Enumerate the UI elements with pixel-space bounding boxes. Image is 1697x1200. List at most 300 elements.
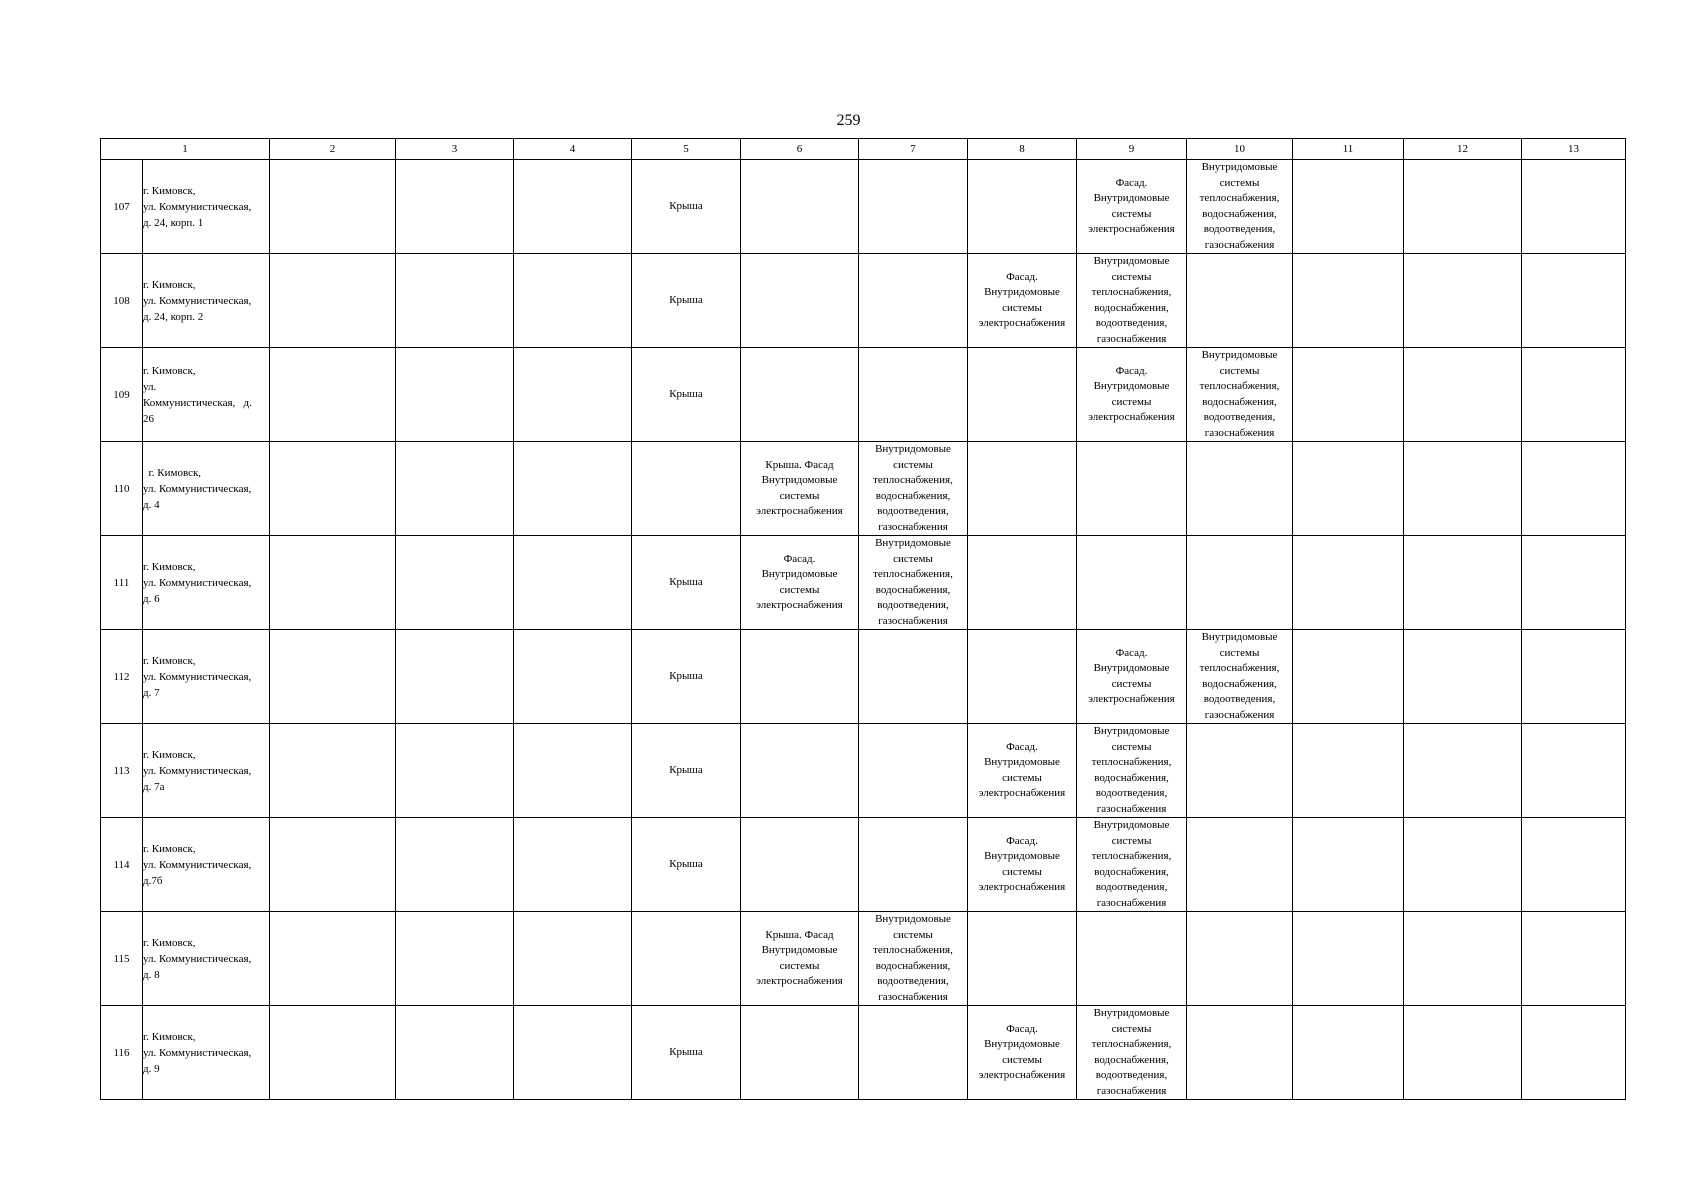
work-cell-col-5 <box>632 348 741 442</box>
address-cell <box>143 724 270 818</box>
work-cell-col-6 <box>741 1006 859 1100</box>
work-cell-col-2 <box>270 912 396 1006</box>
work-text: Крыша <box>669 387 703 400</box>
work-cell-col-2 <box>270 630 396 724</box>
work-text: электроснабжения <box>978 1069 1066 1081</box>
work-text: Внутридомовые <box>761 568 838 580</box>
table-row <box>101 536 1626 630</box>
work-cell-col-8 <box>968 818 1077 912</box>
work-cell-col-13 <box>1522 818 1626 912</box>
column-header: 6 <box>741 139 859 160</box>
work-text: теплоснабжения, <box>873 474 953 486</box>
work-cell-col-3 <box>396 912 514 1006</box>
address-line: ул. Коммунистическая, <box>143 1046 252 1059</box>
work-cell-col-7 <box>859 160 968 254</box>
work-text: Внутридомовые <box>984 286 1060 298</box>
work-cell-col-6 <box>741 912 859 1006</box>
work-cell-col-10 <box>1187 630 1293 724</box>
column-header: 10 <box>1187 139 1293 160</box>
address-cell <box>143 442 270 536</box>
work-cell-col-9 <box>1077 724 1187 818</box>
address-line: д. 6 <box>143 592 160 605</box>
work-text: водоснабжения, <box>1202 677 1277 690</box>
work-text: Крыша <box>669 669 703 682</box>
work-cell-col-12 <box>1404 818 1522 912</box>
work-text: водоснабжения, <box>1202 395 1277 408</box>
address-line: д. 24, корп. 2 <box>143 310 204 323</box>
repair-schedule-table <box>100 138 1626 1100</box>
work-cell-col-11 <box>1293 348 1404 442</box>
column-header: 12 <box>1404 139 1522 160</box>
work-cell-col-10 <box>1187 442 1293 536</box>
address-line: г. Кимовск, <box>143 278 196 291</box>
work-cell-col-10 <box>1187 818 1293 912</box>
work-text: системы <box>1111 270 1152 283</box>
address-cell <box>143 160 270 254</box>
work-text: электроснабжения <box>1088 411 1175 423</box>
work-cell-col-12 <box>1404 724 1522 818</box>
work-cell-col-4 <box>514 724 632 818</box>
column-header: 9 <box>1077 139 1187 160</box>
table-row <box>101 818 1626 912</box>
work-cell-col-3 <box>396 1006 514 1100</box>
work-text: Внутридомовые <box>1093 662 1170 674</box>
table-row <box>101 160 1626 254</box>
page-number: 259 <box>836 112 861 129</box>
work-text: Внутридомовые <box>1093 380 1170 392</box>
work-text: Крыша <box>669 199 703 212</box>
work-cell-col-6 <box>741 160 859 254</box>
work-cell-col-8 <box>968 254 1077 348</box>
work-cell-col-11 <box>1293 160 1404 254</box>
address-line: Коммунистическая, д. <box>143 396 252 409</box>
address-cell <box>143 818 270 912</box>
work-text: электроснабжения <box>1088 223 1175 235</box>
work-cell-col-6 <box>741 724 859 818</box>
work-cell-col-9 <box>1077 348 1187 442</box>
address-line: д. 9 <box>143 1062 160 1075</box>
work-cell-col-2 <box>270 536 396 630</box>
work-text: Внутридомовые <box>984 1038 1060 1050</box>
work-text: системы <box>1002 1053 1042 1066</box>
work-text: водоотведения, <box>1203 411 1276 423</box>
work-cell-col-12 <box>1404 348 1522 442</box>
address-line: г. Кимовск, <box>143 466 202 479</box>
work-cell-col-7 <box>859 254 968 348</box>
work-text: газоснабжения <box>878 990 948 1003</box>
work-cell-col-8 <box>968 1006 1077 1100</box>
work-text: Крыша <box>669 857 703 870</box>
work-cell-col-3 <box>396 442 514 536</box>
address-line: ул. <box>143 380 157 393</box>
work-text: водоотведения, <box>1095 881 1168 893</box>
work-text: газоснабжения <box>1096 896 1167 909</box>
work-cell-col-3 <box>396 160 514 254</box>
work-text: газоснабжения <box>1096 332 1167 345</box>
work-cell-col-13 <box>1522 254 1626 348</box>
work-text: системы <box>1111 207 1152 220</box>
column-header: 3 <box>396 139 514 160</box>
work-text: Внутридомовые <box>875 913 951 925</box>
work-cell-col-8 <box>968 912 1077 1006</box>
work-cell-col-8 <box>968 442 1077 536</box>
work-cell-col-11 <box>1293 818 1404 912</box>
work-cell-col-2 <box>270 160 396 254</box>
work-text: системы <box>1002 865 1042 878</box>
column-number-header-row <box>101 139 1626 160</box>
work-cell-col-11 <box>1293 442 1404 536</box>
work-text: Внутридомовые <box>1093 255 1170 267</box>
work-text: водоотведения, <box>1095 787 1168 799</box>
address-cell <box>143 254 270 348</box>
work-text: водоснабжения, <box>1094 1053 1169 1066</box>
work-text: теплоснабжения, <box>1091 850 1172 862</box>
work-text: системы <box>779 959 820 972</box>
work-cell-col-4 <box>514 348 632 442</box>
work-cell-col-13 <box>1522 630 1626 724</box>
work-cell-col-10 <box>1187 912 1293 1006</box>
work-text: электроснабжения <box>756 599 843 611</box>
work-text: водоотведения, <box>1095 1069 1168 1081</box>
work-cell-col-3 <box>396 536 514 630</box>
work-text: водоснабжения, <box>875 583 951 596</box>
table-row <box>101 254 1626 348</box>
column-header: 2 <box>270 139 396 160</box>
work-text: водоотведения, <box>877 599 949 611</box>
work-text: системы <box>1111 834 1152 847</box>
work-cell-col-10 <box>1187 348 1293 442</box>
work-text: Внутридомовые <box>875 443 951 455</box>
work-cell-col-8 <box>968 536 1077 630</box>
work-cell-col-4 <box>514 442 632 536</box>
work-cell-col-13 <box>1522 1006 1626 1100</box>
row-number: 111 <box>101 536 143 630</box>
work-cell-col-5 <box>632 1006 741 1100</box>
work-text: Фасад. <box>1115 646 1148 659</box>
address-line: г. Кимовск, <box>143 1030 196 1043</box>
address-line: ул. Коммунистическая, <box>143 858 252 871</box>
work-cell-col-7 <box>859 630 968 724</box>
work-cell-col-13 <box>1522 160 1626 254</box>
work-cell-col-11 <box>1293 1006 1404 1100</box>
address-cell <box>143 348 270 442</box>
work-cell-col-8 <box>968 348 1077 442</box>
work-text: электроснабжения <box>1088 693 1175 705</box>
work-cell-col-7 <box>859 724 968 818</box>
work-cell-col-11 <box>1293 630 1404 724</box>
work-cell-col-7 <box>859 818 968 912</box>
work-text: системы <box>1002 771 1042 784</box>
work-text: водоснабжения, <box>1094 301 1169 314</box>
work-cell-col-12 <box>1404 254 1522 348</box>
work-text: газоснабжения <box>878 520 948 533</box>
work-cell-col-9 <box>1077 536 1187 630</box>
work-text: газоснабжения <box>1096 802 1167 815</box>
work-text: системы <box>779 489 820 502</box>
work-cell-col-6 <box>741 630 859 724</box>
work-cell-col-9 <box>1077 912 1187 1006</box>
column-header: 8 <box>968 139 1077 160</box>
address-line: г. Кимовск, <box>143 842 196 855</box>
work-cell-col-9 <box>1077 1006 1187 1100</box>
work-cell-col-10 <box>1187 536 1293 630</box>
column-header: 5 <box>632 139 741 160</box>
work-cell-col-4 <box>514 630 632 724</box>
address-cell <box>143 630 270 724</box>
work-text: Фасад. <box>1115 364 1148 377</box>
work-text: системы <box>1219 176 1260 189</box>
work-text: Крыша <box>669 575 703 588</box>
work-cell-col-10 <box>1187 254 1293 348</box>
address-line: д.7б <box>143 874 163 887</box>
row-number: 116 <box>101 1006 143 1100</box>
work-cell-col-13 <box>1522 724 1626 818</box>
work-text: электроснабжения <box>756 505 843 517</box>
work-cell-col-5 <box>632 536 741 630</box>
work-cell-col-8 <box>968 630 1077 724</box>
work-text: системы <box>893 928 933 941</box>
address-line: ул. Коммунистическая, <box>143 952 252 965</box>
work-text: Внутридомовые <box>1201 161 1278 173</box>
work-text: системы <box>1111 395 1152 408</box>
address-cell <box>143 1006 270 1100</box>
work-cell-col-9 <box>1077 818 1187 912</box>
address-line: д. 4 <box>143 498 160 511</box>
work-cell-col-7 <box>859 1006 968 1100</box>
work-text: Фасад. <box>1115 176 1148 189</box>
work-text: Фасад. <box>1006 834 1038 847</box>
row-number: 112 <box>101 630 143 724</box>
work-text: Фасад. <box>1006 270 1038 283</box>
work-text: теплоснабжения, <box>873 568 953 580</box>
work-text: Внутридомовые <box>1201 349 1278 361</box>
work-text: водоотведения, <box>1203 693 1276 705</box>
work-text: Крыша. Фасад <box>765 928 834 941</box>
work-cell-col-7 <box>859 348 968 442</box>
work-cell-col-12 <box>1404 912 1522 1006</box>
work-text: Крыша <box>669 293 703 306</box>
address-line: г. Кимовск, <box>143 936 196 949</box>
work-cell-col-10 <box>1187 160 1293 254</box>
address-line: д. 7а <box>143 780 165 793</box>
work-cell-col-12 <box>1404 442 1522 536</box>
work-text: газоснабжения <box>1204 238 1275 251</box>
address-line: ул. Коммунистическая, <box>143 576 252 589</box>
address-line: г. Кимовск, <box>143 364 196 377</box>
work-text: водоотведения, <box>1203 223 1276 235</box>
work-cell-col-7 <box>859 912 968 1006</box>
column-header: 7 <box>859 139 968 160</box>
address-line: г. Кимовск, <box>143 654 196 667</box>
work-cell-col-4 <box>514 160 632 254</box>
work-text: водоснабжения, <box>1094 771 1169 784</box>
work-text: теплоснабжения, <box>1091 286 1172 298</box>
work-text: водоснабжения, <box>1202 207 1277 220</box>
work-text: Внутридомовые <box>1093 1007 1170 1019</box>
work-cell-col-9 <box>1077 254 1187 348</box>
work-cell-col-3 <box>396 348 514 442</box>
work-text: системы <box>1219 364 1260 377</box>
work-cell-col-2 <box>270 348 396 442</box>
work-cell-col-12 <box>1404 160 1522 254</box>
work-text: теплоснабжения, <box>1091 1038 1172 1050</box>
work-cell-col-2 <box>270 254 396 348</box>
column-header: 4 <box>514 139 632 160</box>
column-header: 1 <box>101 139 270 160</box>
address-line: 26 <box>143 412 154 425</box>
work-text: газоснабжения <box>1096 1084 1167 1097</box>
work-text: водоснабжения, <box>1094 865 1169 878</box>
address-line: г. Кимовск, <box>143 184 196 197</box>
address-cell <box>143 536 270 630</box>
row-number: 108 <box>101 254 143 348</box>
work-text: Внутридомовые <box>1093 192 1170 204</box>
work-text: теплоснабжения, <box>1199 662 1280 674</box>
work-text: системы <box>1002 301 1042 314</box>
work-cell-col-5 <box>632 254 741 348</box>
work-text: газоснабжения <box>1204 708 1275 721</box>
work-cell-col-3 <box>396 254 514 348</box>
work-cell-col-6 <box>741 442 859 536</box>
address-cell <box>143 912 270 1006</box>
work-text: системы <box>1111 677 1152 690</box>
table-body <box>101 160 1626 1100</box>
work-cell-col-7 <box>859 536 968 630</box>
address-line: д. 24, корп. 1 <box>143 216 204 229</box>
work-text: электроснабжения <box>978 787 1066 799</box>
work-text: водоотведения, <box>1095 317 1168 329</box>
work-cell-col-7 <box>859 442 968 536</box>
work-cell-col-4 <box>514 536 632 630</box>
work-text: теплоснабжения, <box>1199 380 1280 392</box>
row-number: 113 <box>101 724 143 818</box>
table-row <box>101 1006 1626 1100</box>
work-text: Крыша <box>669 1045 703 1058</box>
work-text: теплоснабжения, <box>1091 756 1172 768</box>
work-text: Внутридомовые <box>761 474 838 486</box>
work-cell-col-11 <box>1293 254 1404 348</box>
table-row <box>101 442 1626 536</box>
work-text: Внутридомовые <box>1093 725 1170 737</box>
work-text: Фасад. <box>1006 1022 1038 1035</box>
work-text: электроснабжения <box>978 881 1066 893</box>
work-text: газоснабжения <box>1204 426 1275 439</box>
work-cell-col-11 <box>1293 536 1404 630</box>
work-cell-col-13 <box>1522 442 1626 536</box>
work-text: системы <box>779 583 820 596</box>
work-text: Крыша. Фасад <box>765 458 834 471</box>
work-text: Фасад. <box>1006 740 1038 753</box>
row-number: 110 <box>101 442 143 536</box>
work-cell-col-6 <box>741 536 859 630</box>
address-line: г. Кимовск, <box>143 748 196 761</box>
work-cell-col-2 <box>270 1006 396 1100</box>
table-row <box>101 724 1626 818</box>
work-cell-col-5 <box>632 630 741 724</box>
table-row <box>101 348 1626 442</box>
work-cell-col-5 <box>632 724 741 818</box>
work-text: Крыша <box>669 763 703 776</box>
work-text: водоотведения, <box>877 975 949 987</box>
work-cell-col-3 <box>396 630 514 724</box>
work-cell-col-4 <box>514 1006 632 1100</box>
work-text: Внутридомовые <box>984 850 1060 862</box>
work-text: газоснабжения <box>878 614 948 627</box>
work-cell-col-12 <box>1404 1006 1522 1100</box>
address-line: г. Кимовск, <box>143 560 196 573</box>
column-header: 11 <box>1293 139 1404 160</box>
work-cell-col-2 <box>270 724 396 818</box>
work-cell-col-10 <box>1187 1006 1293 1100</box>
row-number: 114 <box>101 818 143 912</box>
address-line: ул. Коммунистическая, <box>143 294 252 307</box>
table-row <box>101 630 1626 724</box>
work-cell-col-6 <box>741 818 859 912</box>
address-line: ул. Коммунистическая, <box>143 764 252 777</box>
work-text: теплоснабжения, <box>873 944 953 956</box>
work-cell-col-6 <box>741 348 859 442</box>
work-text: электроснабжения <box>756 975 843 987</box>
work-cell-col-10 <box>1187 724 1293 818</box>
work-text: системы <box>1111 740 1152 753</box>
work-cell-col-4 <box>514 254 632 348</box>
work-text: системы <box>893 458 933 471</box>
work-cell-col-13 <box>1522 912 1626 1006</box>
work-cell-col-2 <box>270 442 396 536</box>
address-line: ул. Коммунистическая, <box>143 670 252 683</box>
work-text: водоотведения, <box>877 505 949 517</box>
work-cell-col-12 <box>1404 536 1522 630</box>
address-line: ул. Коммунистическая, <box>143 200 252 213</box>
work-cell-col-11 <box>1293 912 1404 1006</box>
work-cell-col-5 <box>632 818 741 912</box>
work-text: Внутридомовые <box>984 756 1060 768</box>
work-cell-col-4 <box>514 818 632 912</box>
work-cell-col-5 <box>632 442 741 536</box>
work-cell-col-5 <box>632 160 741 254</box>
work-text: Внутридомовые <box>1201 631 1278 643</box>
work-cell-col-3 <box>396 724 514 818</box>
row-number: 115 <box>101 912 143 1006</box>
work-cell-col-9 <box>1077 630 1187 724</box>
row-number: 107 <box>101 160 143 254</box>
work-text: Внутридомовые <box>1093 819 1170 831</box>
address-line: д. 7 <box>143 686 160 699</box>
work-text: Внутридомовые <box>875 537 951 549</box>
work-text: Внутридомовые <box>761 944 838 956</box>
work-cell-col-8 <box>968 160 1077 254</box>
work-cell-col-12 <box>1404 630 1522 724</box>
work-cell-col-5 <box>632 912 741 1006</box>
work-text: системы <box>1219 646 1260 659</box>
work-cell-col-4 <box>514 912 632 1006</box>
work-text: водоснабжения, <box>875 489 951 502</box>
work-cell-col-2 <box>270 818 396 912</box>
work-cell-col-13 <box>1522 348 1626 442</box>
work-text: системы <box>893 552 933 565</box>
work-cell-col-6 <box>741 254 859 348</box>
row-number: 109 <box>101 348 143 442</box>
work-text: Фасад. <box>783 552 816 565</box>
work-cell-col-13 <box>1522 536 1626 630</box>
address-line: ул. Коммунистическая, <box>143 482 252 495</box>
work-text: водоснабжения, <box>875 959 951 972</box>
work-text: системы <box>1111 1022 1152 1035</box>
column-header: 13 <box>1522 139 1626 160</box>
work-cell-col-8 <box>968 724 1077 818</box>
work-text: электроснабжения <box>978 317 1066 329</box>
address-line: д. 8 <box>143 968 160 981</box>
